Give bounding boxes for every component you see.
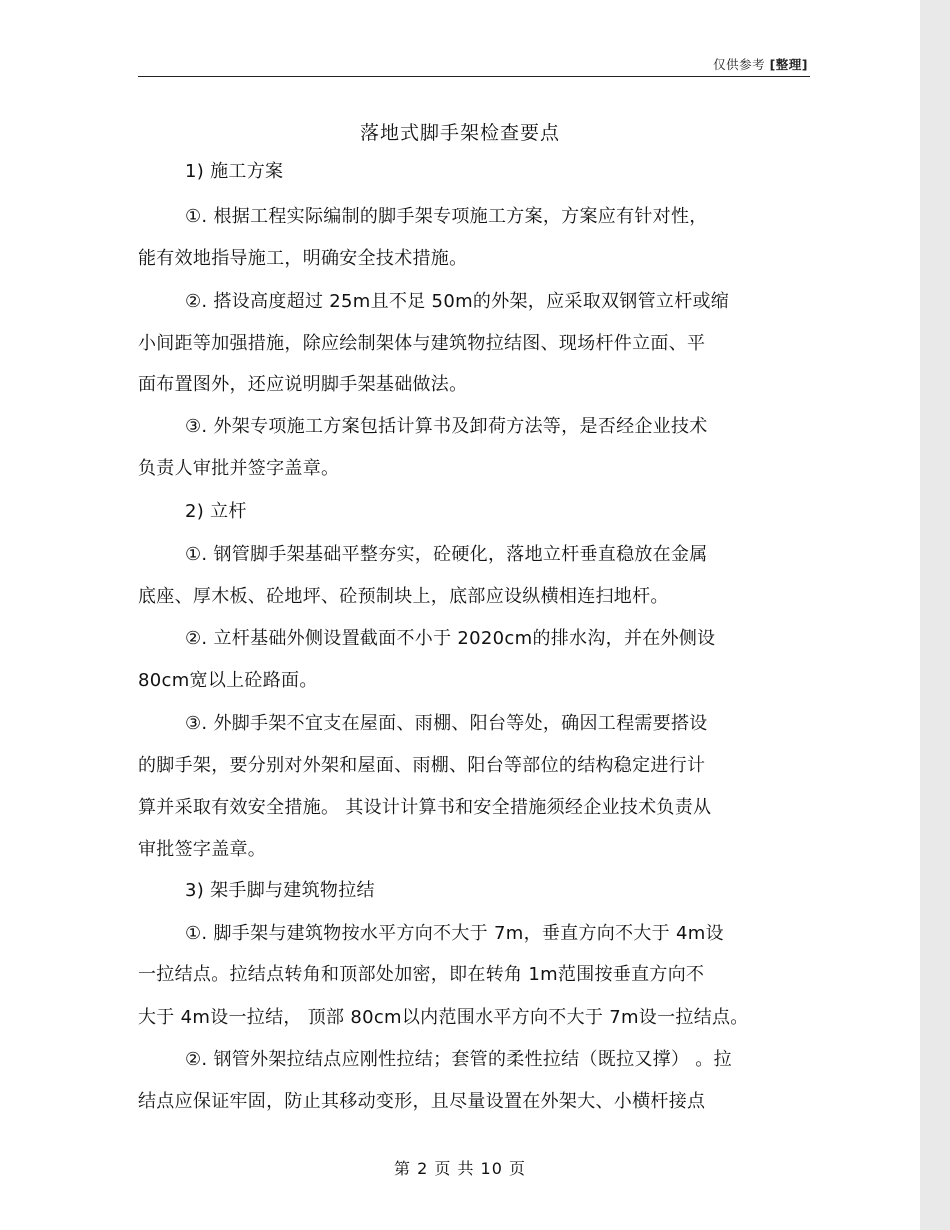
text-line: ①. 钢管脚手架基础平整夯实，砼硬化，落地立杆垂直稳放在金属 — [185, 544, 708, 565]
section-heading-1: 1) 施工方案 — [185, 161, 284, 182]
text-line: 算并采取有效安全措施。 其设计计算书和安全措施须经企业技术负责从 — [138, 797, 712, 818]
section-heading-2: 2) 立杆 — [185, 501, 247, 522]
header-rule — [138, 76, 810, 77]
text-line: 80cm宽以上砼路面。 — [138, 670, 318, 691]
text-line: 一拉结点。拉结点转角和顶部处加密，即在转角 1m范围按垂直方向不 — [138, 964, 705, 985]
text-line: ②. 搭设高度超过 25m且不足 50m的外架，应采取双钢管立杆或缩 — [185, 291, 730, 312]
document-title: 落地式脚手架检查要点 — [359, 122, 560, 144]
text-line: 小间距等加强措施，除应绘制架体与建筑物拉结图、现场杆件立面、平 — [138, 333, 706, 354]
header-note — [713, 55, 808, 73]
text-line: ①. 根据工程实际编制的脚手架专项施工方案，方案应有针对性， — [185, 206, 708, 227]
header-note-prefix: 仅供参考 — [713, 57, 766, 72]
text-line: 负责人审批并签字盖章。 — [138, 458, 340, 479]
text-line: 能有效地指导施工，明确安全技术措施。 — [138, 248, 468, 269]
page-number-footer: 第 2 页 共 10 页 — [394, 1159, 526, 1178]
header-note-bracket: [整理] — [769, 57, 808, 72]
text-line: ①. 脚手架与建筑物按水平方向不大于 7m，垂直方向不大于 4m设 — [185, 923, 724, 944]
text-line: 的脚手架，要分别对外架和屋面、雨棚、阳台等部位的结构稳定进行计 — [138, 755, 706, 776]
text-line: 审批签字盖章。 — [138, 839, 267, 860]
text-line: 面布置图外，还应说明脚手架基础做法。 — [138, 374, 468, 395]
text-line: 结点应保证牢固，防止其移动变形，且尽量设置在外架大、小横杆接点 — [138, 1091, 706, 1112]
section-heading-3: 3) 架手脚与建筑物拉结 — [185, 880, 375, 901]
text-line: ②. 立杆基础外侧设置截面不小于 2020cm的排水沟，并在外侧设 — [185, 628, 716, 649]
text-line: ③. 外脚手架不宜支在屋面、雨棚、阳台等处，确因工程需要搭设 — [185, 713, 708, 734]
text-line: 大于 4m设一拉结， 顶部 80cm以内范围水平方向不大于 7m设一拉结点。 — [138, 1007, 749, 1028]
text-line: ③. 外架专项施工方案包括计算书及卸荷方法等，是否经企业技术 — [185, 416, 708, 437]
text-line: ②. 钢管外架拉结点应刚性拉结；套管的柔性拉结（既拉又撑） 。拉 — [185, 1049, 732, 1070]
text-line: 底座、厚木板、砼地坪、砼预制块上，底部应设纵横相连扫地杆。 — [138, 586, 669, 607]
